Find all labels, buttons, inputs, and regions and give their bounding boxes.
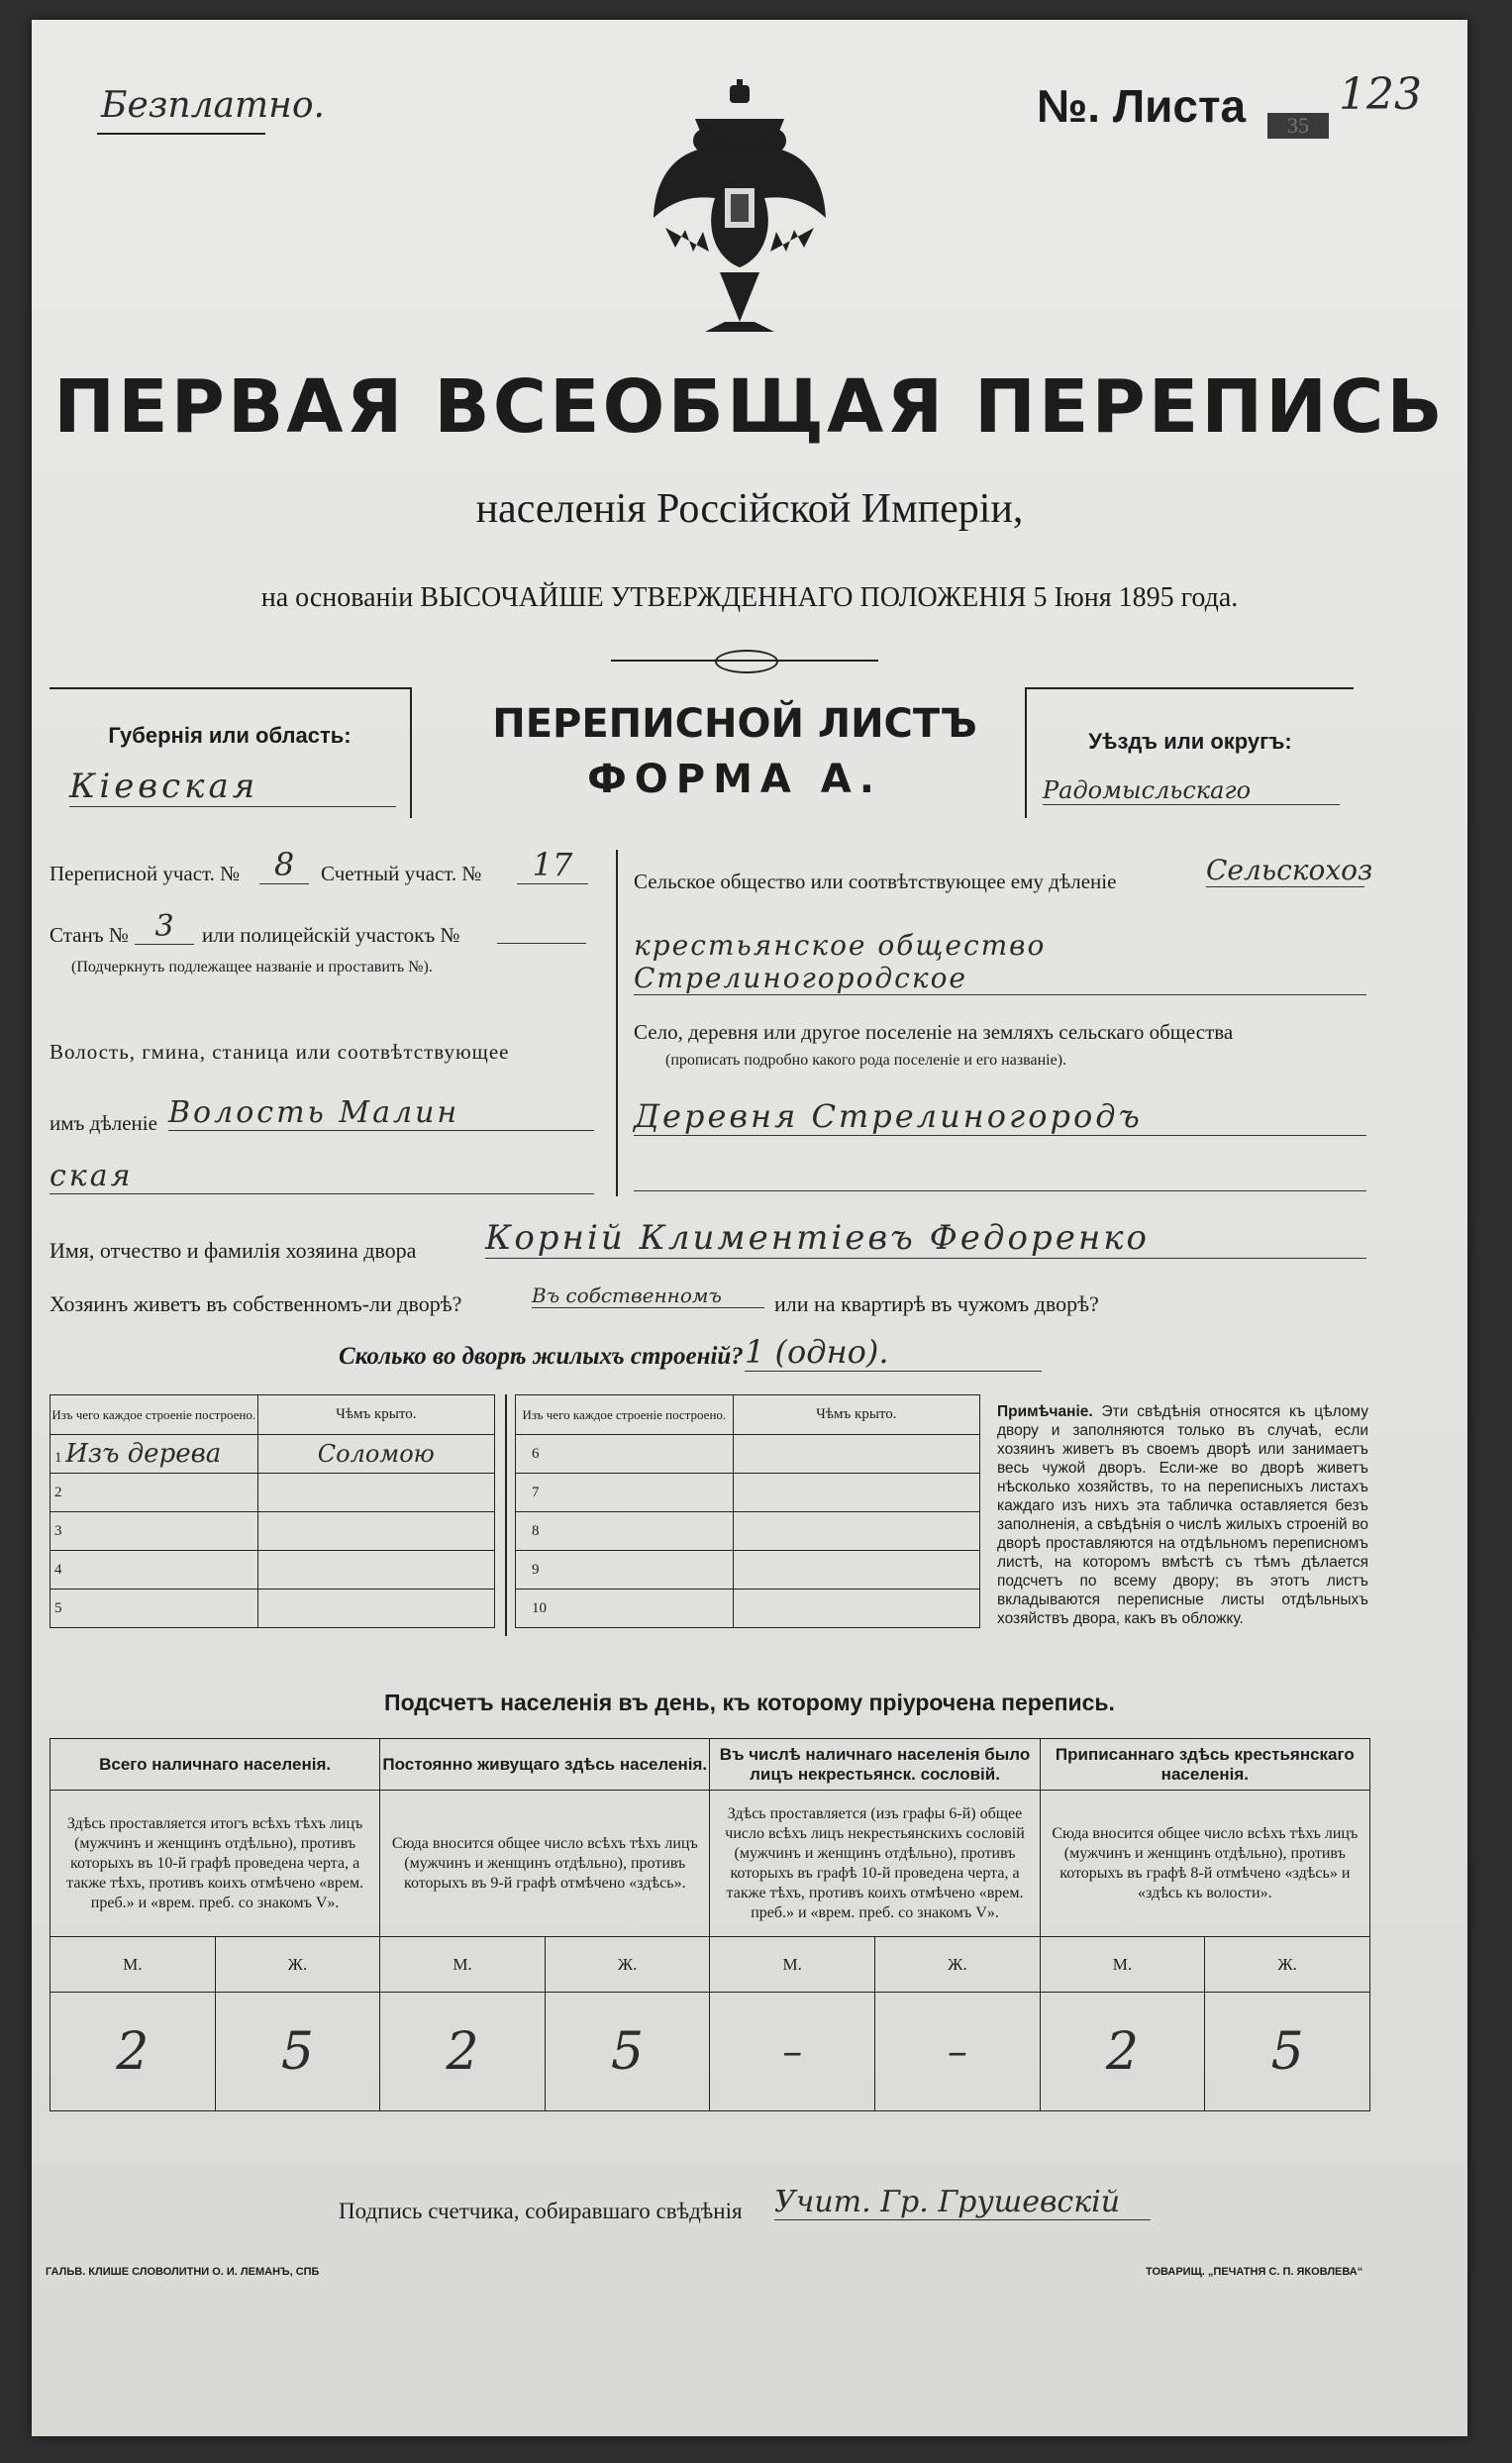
society-value-2: крестьянское общество Стрелиногородское: [634, 929, 1366, 995]
uchastok-label: Переписной участ. №: [50, 862, 241, 885]
ornament-center: [715, 650, 778, 673]
header-m: М.: [710, 1937, 875, 1993]
footer-right: ТОВАРИЩ. „ПЕЧАТНЯ С. П. ЯКОВЛЕВА“: [1146, 2266, 1363, 2278]
col-material: Изъ чего каждое строеніе построено.: [50, 1395, 258, 1435]
col-total-present: Всего наличнаго населенія.: [50, 1739, 380, 1791]
value-permanent-m: 2: [380, 1993, 546, 2111]
buildings-label: Сколько во дворѣ жилыхъ строеній?: [339, 1343, 744, 1370]
free-label: Безплатно.: [101, 85, 325, 126]
owner-label: Имя, отчество и фамилія хозяина двора: [50, 1238, 417, 1263]
header-f: Ж.: [875, 1937, 1041, 1993]
tables-divider: [505, 1394, 507, 1636]
value-permanent-f: 5: [545, 1993, 710, 2111]
village-note: (прописать подробно какого рода поселеніе и его названіе).: [665, 1052, 1067, 1069]
uchastok-value: 8: [259, 846, 309, 884]
desc-total-present: Здѣсь проставляется итогъ всѣхъ тѣхъ лицъ (мужчинъ и женщинъ отдѣльно), противъ которыхъ въ 10-й графѣ проведена черта, а также тѣхъ, противъ коихъ отмѣчено «врем. преб.» и «врем. преб. со знакомъ V».: [50, 1791, 380, 1937]
building-row-3: 3: [50, 1512, 258, 1551]
owner-value: Корній Климентіевъ Федоренко: [485, 1218, 1366, 1259]
value-peasant-f: 5: [1205, 1993, 1370, 2111]
header-f: Ж.: [1205, 1937, 1370, 1993]
note-head: Примѣчаніе.: [997, 1403, 1093, 1420]
uezd-value: Радомысльскаго: [1043, 776, 1340, 805]
census-sheet: [32, 20, 1467, 2436]
header-f: Ж.: [215, 1937, 380, 1993]
population-table: [50, 1738, 1370, 2111]
building-material: Изъ дерева: [65, 1439, 222, 1469]
lives-value: Въ собственномъ: [532, 1283, 764, 1308]
value-peasant-m: 2: [1040, 1993, 1205, 2111]
signature-value: Учит. Гр. Грушевскій: [774, 2185, 1151, 2220]
buildings-value: 1 (одно).: [745, 1333, 1042, 1372]
building-row-5: 5: [50, 1590, 258, 1628]
col-permanent: Постоянно живущаго здѣсь населенія.: [380, 1739, 710, 1791]
main-title: ПЕРВАЯ ВСЕОБЩАЯ ПЕРЕПИСЬ: [53, 364, 1446, 450]
guberniya-box: [50, 687, 412, 818]
building-row-10: 10: [516, 1590, 734, 1628]
sheet-number-label: №. Листа: [1037, 80, 1247, 132]
col-roof: Чѣмъ крыто.: [257, 1395, 494, 1435]
col-roof-right: Чѣмъ крыто.: [733, 1395, 979, 1435]
buildings-table-right: [515, 1394, 980, 1628]
volost-value-2: ская: [50, 1159, 594, 1194]
village-value: Деревня Стрелиногородъ: [634, 1097, 1366, 1136]
value-total-m: 2: [50, 1993, 216, 2111]
footer-left: ГАЛЬВ. КЛИШЕ СЛОВОЛИТНИ О. И. ЛЕМАНЪ, СПБ: [46, 2266, 320, 2278]
lives-label: Хозяинъ живетъ въ собственномъ-ли дворѣ?: [50, 1291, 462, 1316]
header-m: М.: [1040, 1937, 1205, 1993]
lives-or-label: или на квартирѣ въ чужомъ дворѣ?: [774, 1291, 1099, 1316]
volost-label-2: имъ дѣленіе: [50, 1111, 157, 1135]
sheet-number-struck: 35: [1267, 113, 1329, 139]
village-label: Село, деревня или другое поселеніе на земляхъ сельскаго общества: [634, 1020, 1234, 1044]
uezd-label: Уѣздъ или округъ:: [1088, 729, 1292, 754]
police-label: или полицейскій участокъ №: [202, 923, 460, 947]
sheet-title: ПЕРЕПИСНОЙ ЛИСТЪ: [492, 701, 977, 747]
building-roof: Соломою: [257, 1435, 494, 1474]
header-f: Ж.: [545, 1937, 710, 1993]
society-label: Сельское общество или соотвѣтствующее ему дѣленіе: [634, 870, 1117, 893]
building-row-1: 1 Изъ дерева: [50, 1435, 258, 1474]
guberniya-value: Кіевская: [69, 767, 396, 807]
volost-value: Волость Малин: [168, 1095, 594, 1131]
population-title: Подсчетъ населенія въ день, къ которому пріурочена перепись.: [384, 1690, 1115, 1715]
value-non-peasant-m: –: [710, 1993, 875, 2111]
subtitle: населенія Россійской Имперіи,: [475, 486, 1024, 532]
schetny-label: Счетный участ. №: [321, 862, 482, 885]
stan-label: Станъ №: [50, 923, 129, 947]
desc-non-peasant: Здѣсь проставляется (изъ графы 6-й) общее число всѣхъ лицъ некрестьянскихъ сословій (мужчинъ и женщинъ отдѣльно), противъ которыхъ въ графѣ 10-й проведена черта, а также тѣхъ, противъ коихъ отмѣчено «врем. преб.» и «врем. преб. со знакомъ V».: [710, 1791, 1040, 1937]
buildings-table-left: [50, 1394, 495, 1628]
header-m: М.: [50, 1937, 216, 1993]
uezd-box: [1025, 687, 1354, 818]
value-total-f: 5: [215, 1993, 380, 2111]
police-value-line: [497, 941, 586, 944]
col-non-peasant: Въ числѣ наличнаго населенія было лицъ некрестьянск. сословій.: [710, 1739, 1040, 1791]
free-underline: [97, 133, 265, 135]
sheet-number-handwritten: 123: [1339, 69, 1422, 120]
building-row-6: 6: [516, 1435, 734, 1474]
stan-value: 3: [135, 909, 194, 945]
building-row-8: 8: [516, 1512, 734, 1551]
village-extra-line: [634, 1188, 1366, 1191]
building-row-4: 4: [50, 1551, 258, 1590]
col-material-right: Изъ чего каждое строеніе построено.: [516, 1395, 734, 1435]
volost-label: Волость, гмина, станица или соотвѣтствующее: [50, 1040, 510, 1064]
building-row-7: 7: [516, 1474, 734, 1512]
building-row-2: 2: [50, 1474, 258, 1512]
building-row-9: 9: [516, 1551, 734, 1590]
double-headed-eagle-emblem: [646, 79, 834, 337]
society-value: Сельскохоз: [1206, 854, 1373, 886]
desc-peasant: Сюда вносится общее число всѣхъ тѣхъ лицъ (мужчинъ и женщинъ отдѣльно), противъ которыхъ въ графѣ 8-й отмѣчено «здѣсь» и «здѣсь къ волости».: [1040, 1791, 1369, 1937]
form-name: ФОРМА А.: [587, 757, 882, 802]
header-m: М.: [380, 1937, 546, 1993]
desc-permanent: Сюда вносится общее число всѣхъ тѣхъ лицъ (мужчинъ и женщинъ отдѣльно), противъ которыхъ въ 9-й графѣ отмѣчено «здѣсь».: [380, 1791, 710, 1937]
note-block: [997, 1402, 1368, 1628]
value-non-peasant-f: –: [875, 1993, 1041, 2111]
legal-basis: на основаніи ВЫСОЧАЙШЕ УТВЕРЖДЕННАГО ПОЛОЖЕНІЯ 5 Іюня 1895 года.: [260, 582, 1239, 613]
signature-label: Подпись счетчика, собиравшаго свѣдѣнія: [339, 2199, 743, 2223]
col-peasant: Приписаннаго здѣсь крестьянскаго населенія.: [1040, 1739, 1369, 1791]
guberniya-label: Губернія или область:: [108, 723, 352, 748]
fields-divider: [616, 850, 618, 1196]
underline-note: (Подчеркнуть подлежащее названіе и проставить №).: [71, 959, 433, 975]
note-text: Эти свѣдѣнія относятся къ цѣлому двору и заполняются только въ случаѣ, если хозяинъ живетъ въ своемъ дворѣ или занимаетъ весь чужой дворъ. Если-же во дворѣ живетъ нѣсколько хозяйствъ, то на переписныхъ листахъ каждаго изъ нихъ эта табличка оставляется безъ заполненія, а свѣдѣнія о числѣ жилыхъ строеній во дворѣ проставляются на отдѣльномъ переписномъ листѣ, на которомъ вмѣстѣ съ тѣмъ дѣлается подсчетъ по всему двору; въ этотъ листъ вкладываются переписные листы отдѣльныхъ хозяйствъ двора, какъ въ обложку.: [997, 1403, 1368, 1627]
schetny-value: 17: [517, 846, 588, 884]
